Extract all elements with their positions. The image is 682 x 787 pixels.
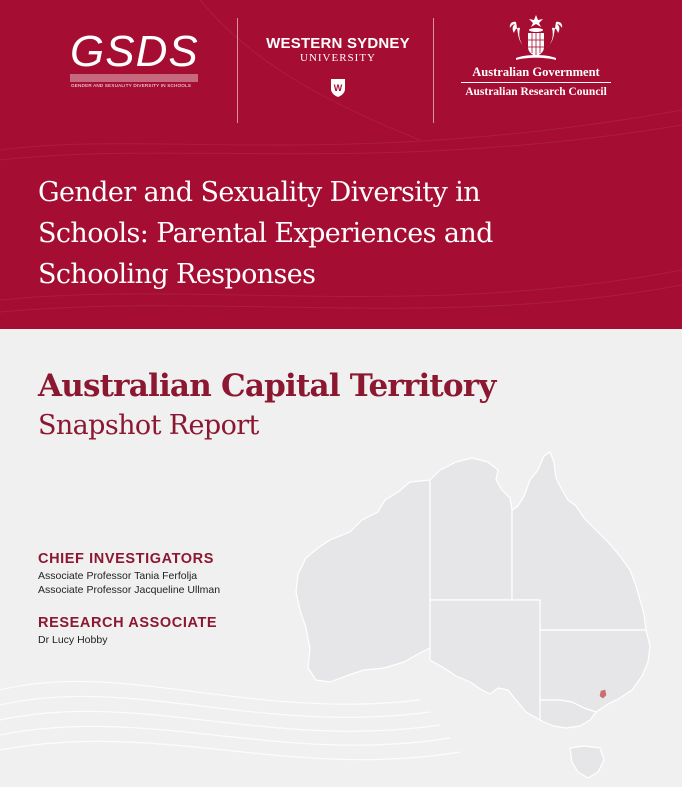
map-tasmania <box>570 746 604 778</box>
research-associate-heading: RESEARCH ASSOCIATE <box>38 615 218 631</box>
arc-name: Australian Research Council <box>465 86 607 98</box>
map-south-australia <box>430 600 540 720</box>
gov-name: Australian Government <box>472 65 600 79</box>
research-associate-name: Dr Lucy Hobby <box>38 634 108 646</box>
title-line: Schooling Responses <box>38 259 316 290</box>
map-western-australia <box>296 480 430 682</box>
wsu-name: WESTERN SYDNEY <box>266 35 410 52</box>
gsds-wordmark: GSDS <box>70 27 199 76</box>
chief-investigators-heading: CHIEF INVESTIGATORS <box>38 551 215 567</box>
chief-investigator-name: Associate Professor Tania Ferfolja <box>38 570 198 582</box>
territory-heading: Australian Capital Territory <box>38 368 496 404</box>
svg-text:W: W <box>333 83 343 93</box>
title-line: Schools: Parental Experiences and <box>38 218 493 249</box>
map-northern-territory <box>430 458 512 600</box>
gsds-tagline: GENDER AND SEXUALITY DIVERSITY IN SCHOOLS <box>71 83 192 88</box>
chief-investigator-name: Associate Professor Jacqueline Ullman <box>38 584 221 596</box>
report-subtitle: Snapshot Report <box>38 410 259 441</box>
wsu-university: UNIVERSITY <box>300 52 376 64</box>
title-line: Gender and Sexuality Diversity in <box>38 177 481 208</box>
